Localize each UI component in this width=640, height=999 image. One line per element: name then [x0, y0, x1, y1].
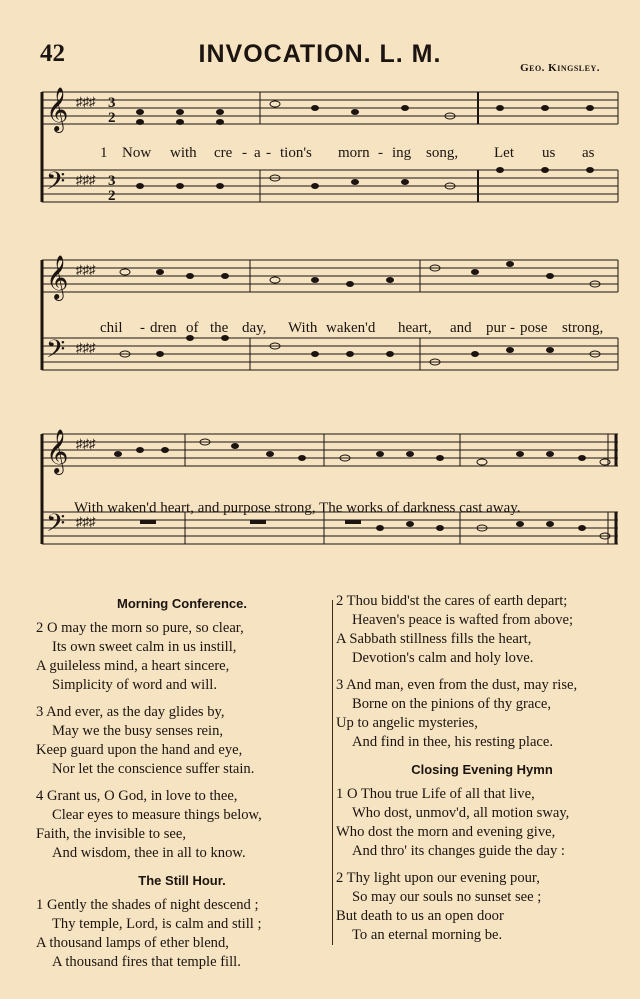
- lyric-syllable: 1: [100, 145, 108, 161]
- lyric-syllable: -: [378, 145, 383, 161]
- lyric-syllable: day,: [242, 320, 267, 336]
- verse-line: 2 Thy light upon our evening pour,: [336, 870, 540, 886]
- verse-line: A thousand fires that temple fill.: [52, 954, 241, 970]
- verse-line: 1 Gently the shades of night descend ;: [36, 897, 259, 913]
- verse-line: A Sabbath stillness fills the heart,: [336, 631, 532, 647]
- verse-line: Devotion's calm and holy love.: [352, 650, 534, 666]
- lyric-syllable: With: [288, 320, 318, 336]
- verse-line: Its own sweet calm in us instill,: [52, 639, 237, 655]
- stanza: [36, 619, 328, 695]
- stanza: [336, 592, 628, 668]
- svg-text:♯♯♯: ♯♯♯: [76, 436, 96, 451]
- verse-line: 2 Thou bidd'st the cares of earth depart;: [336, 593, 568, 609]
- lyric-syllable: and: [450, 320, 472, 336]
- svg-text:𝄞: 𝄞: [46, 87, 69, 131]
- lyric-syllable: dren: [150, 320, 177, 336]
- verse-line: 1 O Thou true Life of all that live,: [336, 786, 535, 802]
- verse-line: Faith, the invisible to see,: [36, 826, 186, 842]
- verse-line: And find in thee, his resting place.: [352, 734, 554, 750]
- stanza: [36, 896, 328, 972]
- lyric-syllable: Let: [494, 145, 514, 161]
- music-system-2: [30, 250, 630, 390]
- column-divider: [332, 600, 333, 945]
- lyric-syllable: ing: [392, 145, 412, 161]
- lyric-line-3: With waken'd heart, and purpose strong, The works of darkness cast away.: [74, 500, 521, 516]
- lyric-syllable: -: [242, 145, 247, 161]
- lyric-syllable: pur: [486, 320, 506, 336]
- composer-credit: Geo. Kingsley.: [520, 62, 600, 74]
- lyric-syllable: -: [510, 320, 515, 336]
- svg-text:2: 2: [108, 110, 116, 126]
- verse-line: Clear eyes to measure things below,: [52, 807, 262, 823]
- music-notation-3: [30, 424, 630, 564]
- lyric-syllable: of: [186, 320, 199, 336]
- music-system-3: [30, 424, 630, 564]
- hymn-title-still-hour: The Still Hour.: [138, 873, 226, 888]
- svg-text:♯♯♯: ♯♯♯: [76, 94, 96, 109]
- verse-line: Who dost, unmov'd, all motion sway,: [352, 805, 570, 821]
- hymn-title-closing-evening: Closing Evening Hymn: [411, 762, 553, 777]
- verse-line: And thro' its changes guide the day :: [352, 843, 565, 859]
- lyric-syllable: Now: [122, 145, 152, 161]
- lyric-syllable: cre: [214, 145, 233, 161]
- verse-line: 2 O may the morn so pure, so clear,: [36, 620, 244, 636]
- lyric-syllable: us: [542, 145, 556, 161]
- svg-text:♯♯♯: ♯♯♯: [76, 340, 96, 355]
- verse-line: 3 And man, even from the dust, may rise,: [336, 677, 578, 693]
- verse-line: Simplicity of word and will.: [52, 677, 217, 693]
- lyric-syllable: song,: [426, 145, 459, 161]
- verse-line: May we the busy senses rein,: [52, 723, 224, 739]
- lyric-syllable: tion's: [280, 145, 312, 161]
- svg-text:♯♯♯: ♯♯♯: [76, 514, 96, 529]
- verse-line: And wisdom, thee in all to know.: [52, 845, 246, 861]
- hymn-tune-title: INVOCATION. L. M.: [198, 40, 442, 68]
- lyric-syllable: the: [210, 320, 229, 336]
- lyric-syllable: waken'd: [326, 320, 376, 336]
- verse-line: So may our souls no sunset see ;: [352, 889, 542, 905]
- verse-line: Up to angelic mysteries,: [336, 715, 478, 731]
- svg-text:2: 2: [108, 188, 116, 204]
- lyric-syllable: strong,: [562, 320, 604, 336]
- stanza: [36, 787, 328, 863]
- verse-line: 4 Grant us, O God, in love to thee,: [36, 788, 238, 804]
- lyric-syllable: morn: [338, 145, 370, 161]
- lyric-syllable: heart,: [398, 320, 432, 336]
- svg-text:𝄞: 𝄞: [46, 429, 69, 473]
- stanza: [36, 703, 328, 779]
- svg-text:♯♯♯: ♯♯♯: [76, 262, 96, 277]
- verse-line: 3 And ever, as the day glides by,: [36, 704, 225, 720]
- lyric-syllable: with: [170, 145, 197, 161]
- verse-line: A thousand lamps of ether blend,: [36, 935, 229, 951]
- svg-text:𝄢: 𝄢: [46, 509, 66, 544]
- lyric-syllable: -: [140, 320, 145, 336]
- svg-text:𝄢: 𝄢: [46, 335, 66, 370]
- stanza: [336, 869, 628, 945]
- verse-line: Who dost the morn and evening give,: [336, 824, 556, 840]
- svg-text:3: 3: [108, 95, 116, 111]
- svg-text:𝄞: 𝄞: [46, 255, 69, 299]
- lyric-syllable: pose: [520, 320, 548, 336]
- verse-line: Borne on the pinions of thy grace,: [352, 696, 551, 712]
- verse-line: But death to us an open door: [336, 908, 504, 924]
- music-notation-1: [30, 82, 630, 222]
- page-number: 42: [40, 40, 65, 67]
- verse-line: A guileless mind, a heart sincere,: [36, 658, 230, 674]
- stanza: [336, 676, 628, 752]
- hymn-text-columns: [36, 592, 630, 992]
- stanza: [336, 785, 628, 861]
- verse-line: Thy temple, Lord, is calm and still ;: [52, 916, 262, 932]
- music-system-1: [30, 82, 630, 222]
- hymn-title-morning-conference: Morning Conference.: [116, 596, 247, 611]
- verse-line: Nor let the conscience suffer stain.: [52, 761, 255, 777]
- svg-text:𝄢: 𝄢: [46, 167, 66, 202]
- verse-line: Keep guard upon the hand and eye,: [36, 742, 243, 758]
- verse-line: To an eternal morning be.: [352, 927, 503, 943]
- right-column: [336, 592, 628, 953]
- verse-line: Heaven's peace is wafted from above;: [352, 612, 574, 628]
- svg-text:3: 3: [108, 173, 116, 189]
- lyric-syllable: a: [254, 145, 261, 161]
- lyric-syllable: -: [266, 145, 271, 161]
- left-column: [36, 592, 328, 980]
- svg-text:♯♯♯: ♯♯♯: [76, 172, 96, 187]
- lyric-syllable: chil: [100, 320, 123, 336]
- lyric-syllable: as: [582, 145, 595, 161]
